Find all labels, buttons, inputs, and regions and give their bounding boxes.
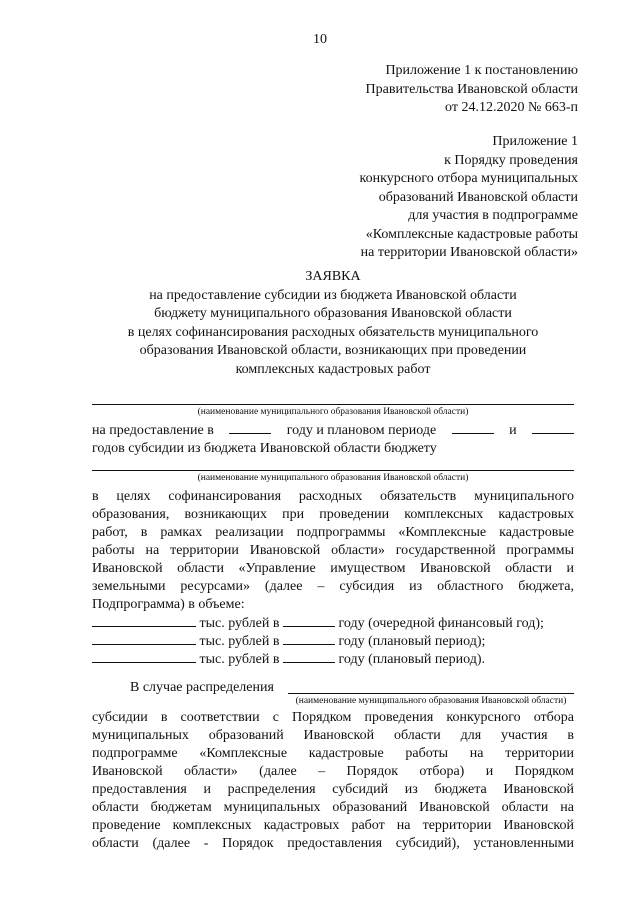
paragraph-line: подпрограмме «Комплексные кадастровые работы на территории: [92, 746, 574, 761]
paragraph-line: земельными ресурсами» (далее – субсидия из областного бюджета,: [92, 579, 574, 594]
field-caption: (наименование муниципального образования Ивановской области): [197, 407, 469, 417]
appendix-subheader-line: «Комплексные кадастровые работы: [365, 226, 578, 242]
municipality-field-line[interactable]: [288, 693, 574, 694]
appendix-header-line: Правительства Ивановской области: [365, 81, 578, 97]
appendix-subheader-line: для участия в подпрограмме: [408, 208, 578, 223]
municipality-field-line[interactable]: [92, 470, 574, 471]
appendix-header: [366, 62, 578, 118]
paragraph-line: образования, возникающих при проведении комплексных кадастровых: [92, 507, 574, 522]
appendix-header-line: Приложение 1 к постановлению: [385, 63, 578, 78]
paragraph-line: Ивановской области «Управление имуществом Ивановской области и: [92, 561, 574, 576]
paragraph-line: муниципальных образований Ивановской области для участия в: [92, 728, 574, 743]
document-title-block: [92, 268, 574, 379]
subtitle-line: в целях софинансирования расходных обязательств муниципального: [127, 324, 539, 340]
amount-period: году (плановый период).: [338, 652, 486, 667]
year-blank[interactable]: [283, 632, 335, 645]
subtitle-line: комплексных кадастровых работ: [235, 361, 431, 377]
paragraph-line: области бюджетам муниципальных образований Ивановской области на: [92, 800, 574, 815]
amount-row: [92, 632, 485, 651]
field-caption: (наименование муниципального образования Ивановской области): [295, 696, 567, 706]
page-number: 10: [313, 32, 327, 47]
appendix-subheader-line: на территории Ивановской области»: [360, 245, 578, 260]
municipality-field-line[interactable]: [92, 404, 574, 405]
amount-unit: тыс. рублей в: [199, 616, 280, 631]
amount-blank[interactable]: [92, 650, 196, 663]
period-text: на предоставление в: [92, 423, 214, 438]
paragraph-line: Ивановской области» (далее – Порядок отбора) и Порядком: [92, 764, 574, 779]
year-blank[interactable]: [283, 650, 335, 663]
years-line: годов субсидии из бюджета Ивановской области бюджету: [92, 441, 437, 456]
year-blank[interactable]: [283, 614, 335, 627]
period-line: [92, 421, 574, 440]
paragraph-line: Подпрограмма) в объеме:: [92, 597, 245, 612]
paragraph-line: предоставления и распределения субсидий из бюджета Ивановской: [92, 782, 574, 797]
period-text: году и плановом периоде: [286, 423, 437, 438]
paragraph-line: субсидии в соответствии с Порядком проведения конкурсного отбора: [92, 710, 574, 725]
amount-unit: тыс. рублей в: [199, 652, 280, 667]
plan-year-blank[interactable]: [452, 421, 494, 434]
amount-unit: тыс. рублей в: [199, 634, 280, 649]
appendix-subheader: [360, 133, 578, 263]
distribution-intro: В случае распределения: [130, 680, 274, 695]
field-caption: (наименование муниципального образования Ивановской области): [197, 473, 469, 483]
subtitle-line: образования Ивановской области, возникающих при проведении: [139, 343, 527, 358]
paragraph-line: в целях софинансирования расходных обязательств муниципального: [92, 489, 574, 504]
period-text: и: [509, 423, 517, 438]
paragraph-line: проведение комплексных кадастровых работ на территории Ивановской: [92, 818, 574, 833]
subtitle-line: на предоставление субсидии из бюджета Ивановской области: [149, 287, 517, 303]
amount-blank[interactable]: [92, 614, 196, 627]
appendix-subheader-line: к Порядку проведения: [444, 152, 578, 168]
appendix-subheader-line: Приложение 1: [492, 134, 578, 149]
amount-row: [92, 614, 544, 633]
document-title: ЗАЯВКА: [305, 269, 361, 284]
appendix-header-line: от 24.12.2020 № 663-п: [445, 100, 578, 115]
appendix-subheader-line: образований Ивановской области: [378, 189, 578, 205]
amount-period: году (плановый период);: [338, 634, 486, 649]
paragraph-line: работ, в рамках реализации подпрограммы «Комплексные кадастровые: [92, 525, 574, 540]
paragraph-line: области (далее - Порядок предоставления субсидий), установленными: [92, 836, 574, 851]
amount-blank[interactable]: [92, 632, 196, 645]
appendix-subheader-line: конкурсного отбора муниципальных: [359, 171, 578, 186]
plan-year-blank[interactable]: [532, 421, 574, 434]
year-blank[interactable]: [229, 421, 271, 434]
amount-period: году (очередной финансовый год);: [338, 616, 544, 631]
paragraph-line: работы на территории Ивановской области» государственной программы: [92, 543, 574, 558]
subtitle-line: бюджету муниципального образования Ивановской области: [154, 306, 512, 321]
amount-row: [92, 650, 485, 669]
